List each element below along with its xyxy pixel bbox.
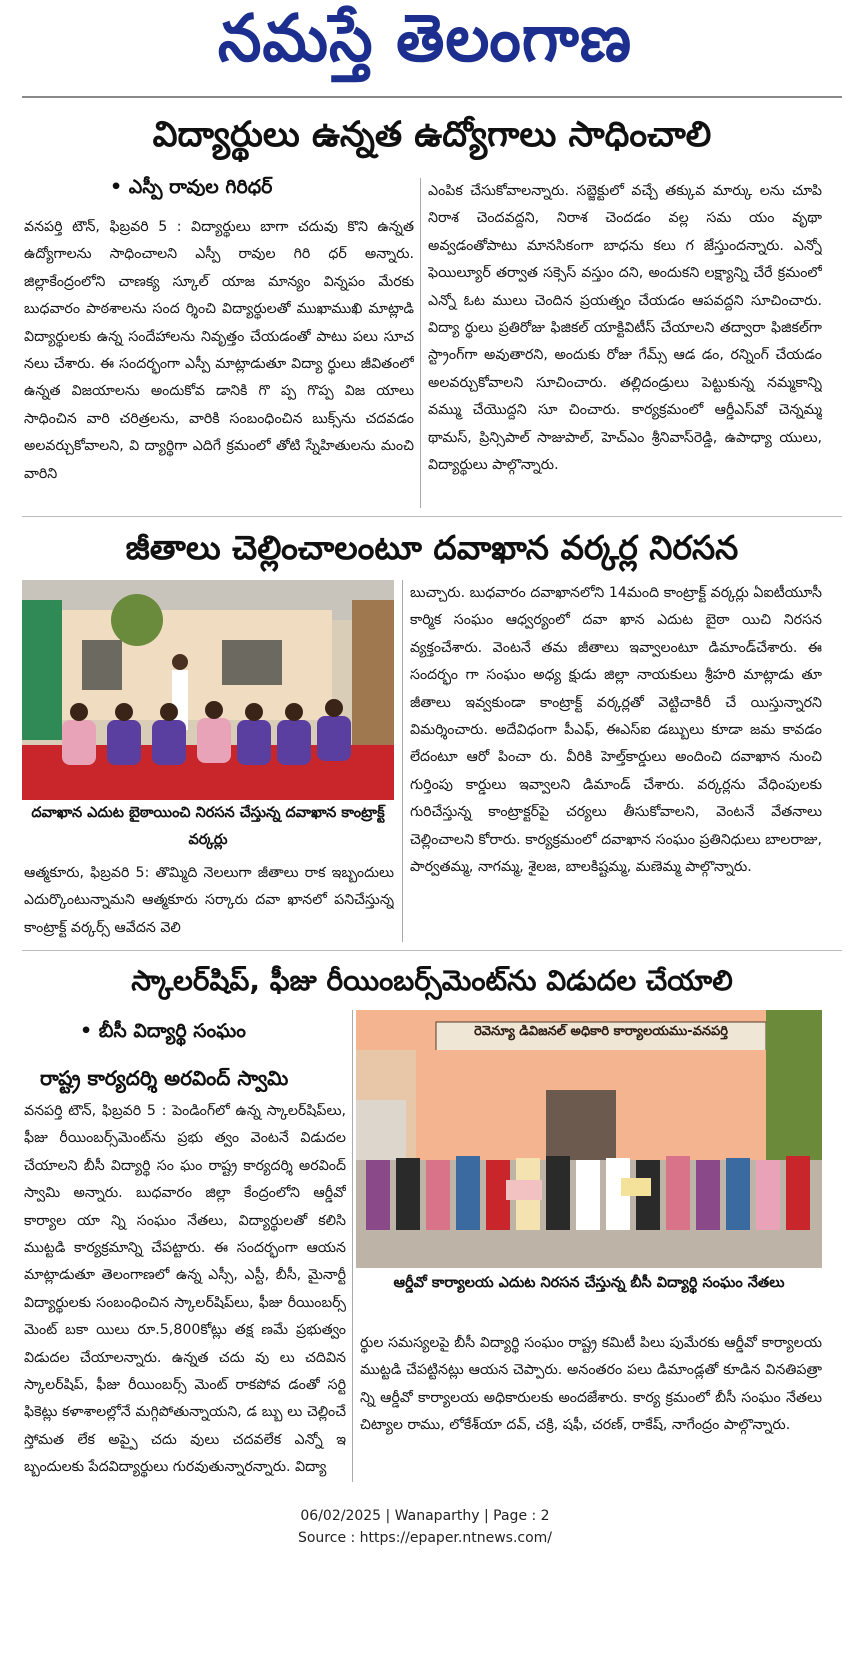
masthead-title: నమస్తే తెలంగాణ [217,0,633,77]
hospital-workers-photo [22,580,394,800]
footer-source: Source : https://epaper.ntnews.com/ [297,1530,553,1546]
article3-photo-caption: ఆర్డీవో కార్యాలయ ఎదుట నిరసన చేస్తున్న బీసీ విద్యార్థి సంఘం నేతలు [393,1275,785,1291]
article2-col2: బుచ్చారు. బుధవారం దవాఖానలోని 14మంది కాంట్రాక్ట్ వర్కర్లు ఏఐటీయూసీ కార్మిక సంఘం ఆధ్వర్యంలో దవా ఖాన ఎదుట బైఠా యిచి నిరసన వ్యక్తంచేశారు. వెంటనే తమ జీతాలు ఇవ్వాలంటూ డిమాండ్‌చేశారు. ఈ సందర్భం గా సంఘం అధ్య క్షుడు జిల్లా నాయకులు శ్రీహరి మాట్లాడు తూ జీతాలు ఇవ్వకుండా కాంట్రాక్ట్ వర్కర్లతో వెట్టిచాకిరీ చే యిస్తున్నారని విమర్శించారు. అదేవిధంగా పీఎఫ్, ఈఎస్‌ఐ డబ్బులు కూడా జమ కావడం లేదంటూ ఆరో పించా రు. వీరికి హెల్త్‌కార్డులు అందించి దవాఖాన నుంచి గుర్తింపు కార్డులు ఇవ్వాలని డిమాండ్ చేశారు. వర్కర్లను వేధింపులకు గురిచేస్తున్న కాంట్రాక్టర్‌పై చర్యలు తీసుకోవాలని, వెంటనే వేతనాలు చెల్లించాలని కోరారు. కార్యక్రమంలో దవాఖాన సంఘం ప్రతినిధులు బాలరాజు, పార్వతమ్మ, నాగమ్మ, శైలజ, బాలకిష్టమ్మ, మణెమ్మ పాల్గొన్నారు. [410,585,822,876]
article2-column-divider [402,580,403,942]
footer-date-edition: 06/02/2025 | Wanaparthy | Page : 2 [300,1508,550,1524]
article3-col1: వనపర్తి టౌన్, ఫిబ్రవరి 5 : పెండింగ్‌లో ఉన్న స్కాలర్‌షిప్‌లు, ఫీజు రీయింబర్స్‌మెంట్‌ను ప్రభు త్వం వెంటనే విడుదల చేయాలని బీసీ విద్యార్థి సం ఘం రాష్ట్ర కార్యదర్శి అరవింద్ స్వామి అన్నారు. బుధవారం జిల్లా కేంద్రంలోని ఆర్డీవో కార్యాల యా న్ని సంఘం నేతలు, విద్యార్థులతో కలిసి ముట్టడి కార్యక్రమాన్ని చేపట్టారు. ఈ సందర్భంగా ఆయన మాట్లాడుతూ తెలంగాణలో ఉన్న ఎస్సీ, ఎస్టీ, బీసీ, మైనార్టీ విద్యార్థులకు సంబంధించిన స్కాలర్‌షిప్‌లు, ఫీజు రీయింబర్స్ మెంట్ బకా యిలు రూ.5,800కోట్లు తక్ష ణమే ప్రభుత్వం విడుదల చేయాలన్నారు. ఉన్నత చదు వు లు చదివిన స్కాలర్‌షిప్, ఫీజు రీయింబర్స్ మెంట్ రాకపోవ డంతో సర్టి ఫికెట్లు కళాశాలల్లోనే మగ్గిపోతున్నాయని, డ బ్బు లు చెల్లించే స్తోమత లేక అప్పై చదు వులు చదవలేక ఎన్నో ఇ బ్బందులకు పేదవిద్యార్థులు గురవుతున్నారన్నారు. విద్యా [24,1103,346,1476]
article2-col1: ఆత్మకూరు, ఫిబ్రవరి 5: తొమ్మిది నెలలుగా జీతాలు రాక ఇబ్బందులు ఎదుర్కొంటున్నామని ఆత్మకూరు సర్కారు దవా ఖానలో పనిచేస్తున్న కాంట్రాక్ట్ వర్కర్స్ ఆవేదన వెలి [24,865,394,936]
article3-headline: స్కాలర్‌షిప్, ఫీజు రీయింబర్స్‌మెంట్‌ను విడుదల చేయాలి [131,964,733,997]
article3-byline-name: రాష్ట్ర కార్యదర్శి అరవింద్ స్వామి [40,1066,289,1090]
article2-photo-caption: దవాఖాన ఎదుట బైఠాయించి నిరసన చేస్తున్న దవాఖాన కాంట్రాక్ట్ వర్కర్లు [31,805,385,848]
protest-crowd [366,1156,810,1230]
article1-col2: ఎంపిక చేసుకోవాలన్నారు. సబ్జెక్టులో వచ్చే తక్కువ మార్కు లను చూపి నిరాశ చెందవద్దని, నిరాశ చెందడం వల్ల సమ యం వృథా అవ్వడంతోపాటు మానసికంగా బాధను కలు గ జేస్తుందన్నారు. ఎన్నో ఫెయిల్యూర్ తర్వాత సక్సెస్ వస్తుం దని, అందుకని లక్ష్యాన్ని చేరే క్రమంలో ఎన్నో ఓట ములు చెందిన ప్రయత్నం చేయడం ఆపవద్దని సూచించారు. విద్యా ర్థులు ప్రతిరోజు ఫిజికల్ యాక్టివిటీస్ చేయాలని తద్వారా ఫిజికల్‌గా స్ట్రాంగ్‌గా అవుతారని, అందుకు రోజు గేమ్స్ ఆడ డం, రన్నింగ్ చేయడం అలవర్చుకోవాలని సూచించారు. తల్లిదండ్రులు పెట్టుకున్న నమ్మకాన్ని వమ్ము చేయొద్దని సూ చించారు. కార్యక్రమంలో ఆర్డీఎస్‌వో చెన్నమ్మ థామస్, ప్రిన్సిపాల్ సాజుపాల్, హెచ్‌ఎం శ్రీనివాస్‌రెడ్డి, ఉపాధ్యా యులు, విద్యార్థులు పాల్గొన్నారు. [428,183,822,474]
rdo-office-protest-photo [356,1010,822,1268]
article3-column-divider [352,1010,353,1482]
masthead-rule [22,96,842,98]
article1-col1: వనపర్తి టౌన్, ఫిబ్రవరి 5 : విద్యార్థులు బాగా చదువు కొని ఉన్నత ఉద్యోగాలను సాధించాలని ఎస్పీ రావుల గిరి ధర్ అన్నారు. జిల్లాకేంద్రంలోని చాణక్య స్కూల్ యాజ మాన్యం విన్నపం మేరకు బుధవారం పాఠశాలను సంద ర్శించి విద్యార్థులతో ముఖాముఖి మాట్లాడి విద్యార్థులకు ఉన్న సందేహాలను నివృత్తం చేయడంతో పాటు పలు సూచ నలు చేశారు. ఈ సందర్భంగా ఎస్పీ మాట్లాడుతూ విద్యా ర్థులు జీవితంలో ఉన్నత విజయాలను అందుకోవ డానికి గొ ప్ప గొప్ప విజ యాలు సాధించిన వారి చరిత్రలను, వారికి సంబంధించిన బుక్స్‌ను చదవడం అలవర్చుకోవాలని, వి ద్యార్థిగా ఎదిగే క్రమంలో తోటి స్నేహితులను మంచి వారిని [24,219,414,482]
masthead [0,0,850,92]
article1-column-divider [420,178,421,508]
article1-byline: • ఎస్పీ రావుల గిరిధర్ [110,176,273,198]
article3-protest-photo [356,1010,822,1268]
article2-bottom-rule [22,950,842,951]
article1-bottom-rule [22,516,842,517]
article2-headline: జీతాలు చెల్లించాలంటూ దవాఖాన వర్కర్ల నిరసన [125,528,739,567]
article1-headline: విద్యార్థులు ఉన్నత ఉద్యోగాలు సాధించాలి [152,115,712,155]
article3-col2: ర్థుల సమస్యలపై బీసీ విద్యార్థి సంఘం రాష్ట్ర కమిటీ పిలు పుమేరకు ఆర్డీవో కార్యాలయ ముట్టడి చేపట్టినట్లు ఆయన చెప్పారు. అనంతరం పలు డిమాండ్లతో కూడిన వినతిపత్రా న్ని ఆర్డీవో కార్యాలయ అధికారులకు అందజేశారు. కార్య క్రమంలో బీసీ సంఘం నేతలు చిట్యాల రాము, లోకేశ్‌యా దవ్, చక్రి, షఫీ, చరణ్, రాకేష్, నాగేంద్రం పాల్గొన్నారు. [360,1335,822,1434]
article3-byline-org: • బీసీ విద్యార్థి సంఘం [80,1020,246,1042]
rdo-office-banner: రెవెన్యూ డివిజనల్ అధికారి కార్యాలయము-వనపర్తి [474,1024,728,1039]
article2-protest-photo [22,580,394,800]
